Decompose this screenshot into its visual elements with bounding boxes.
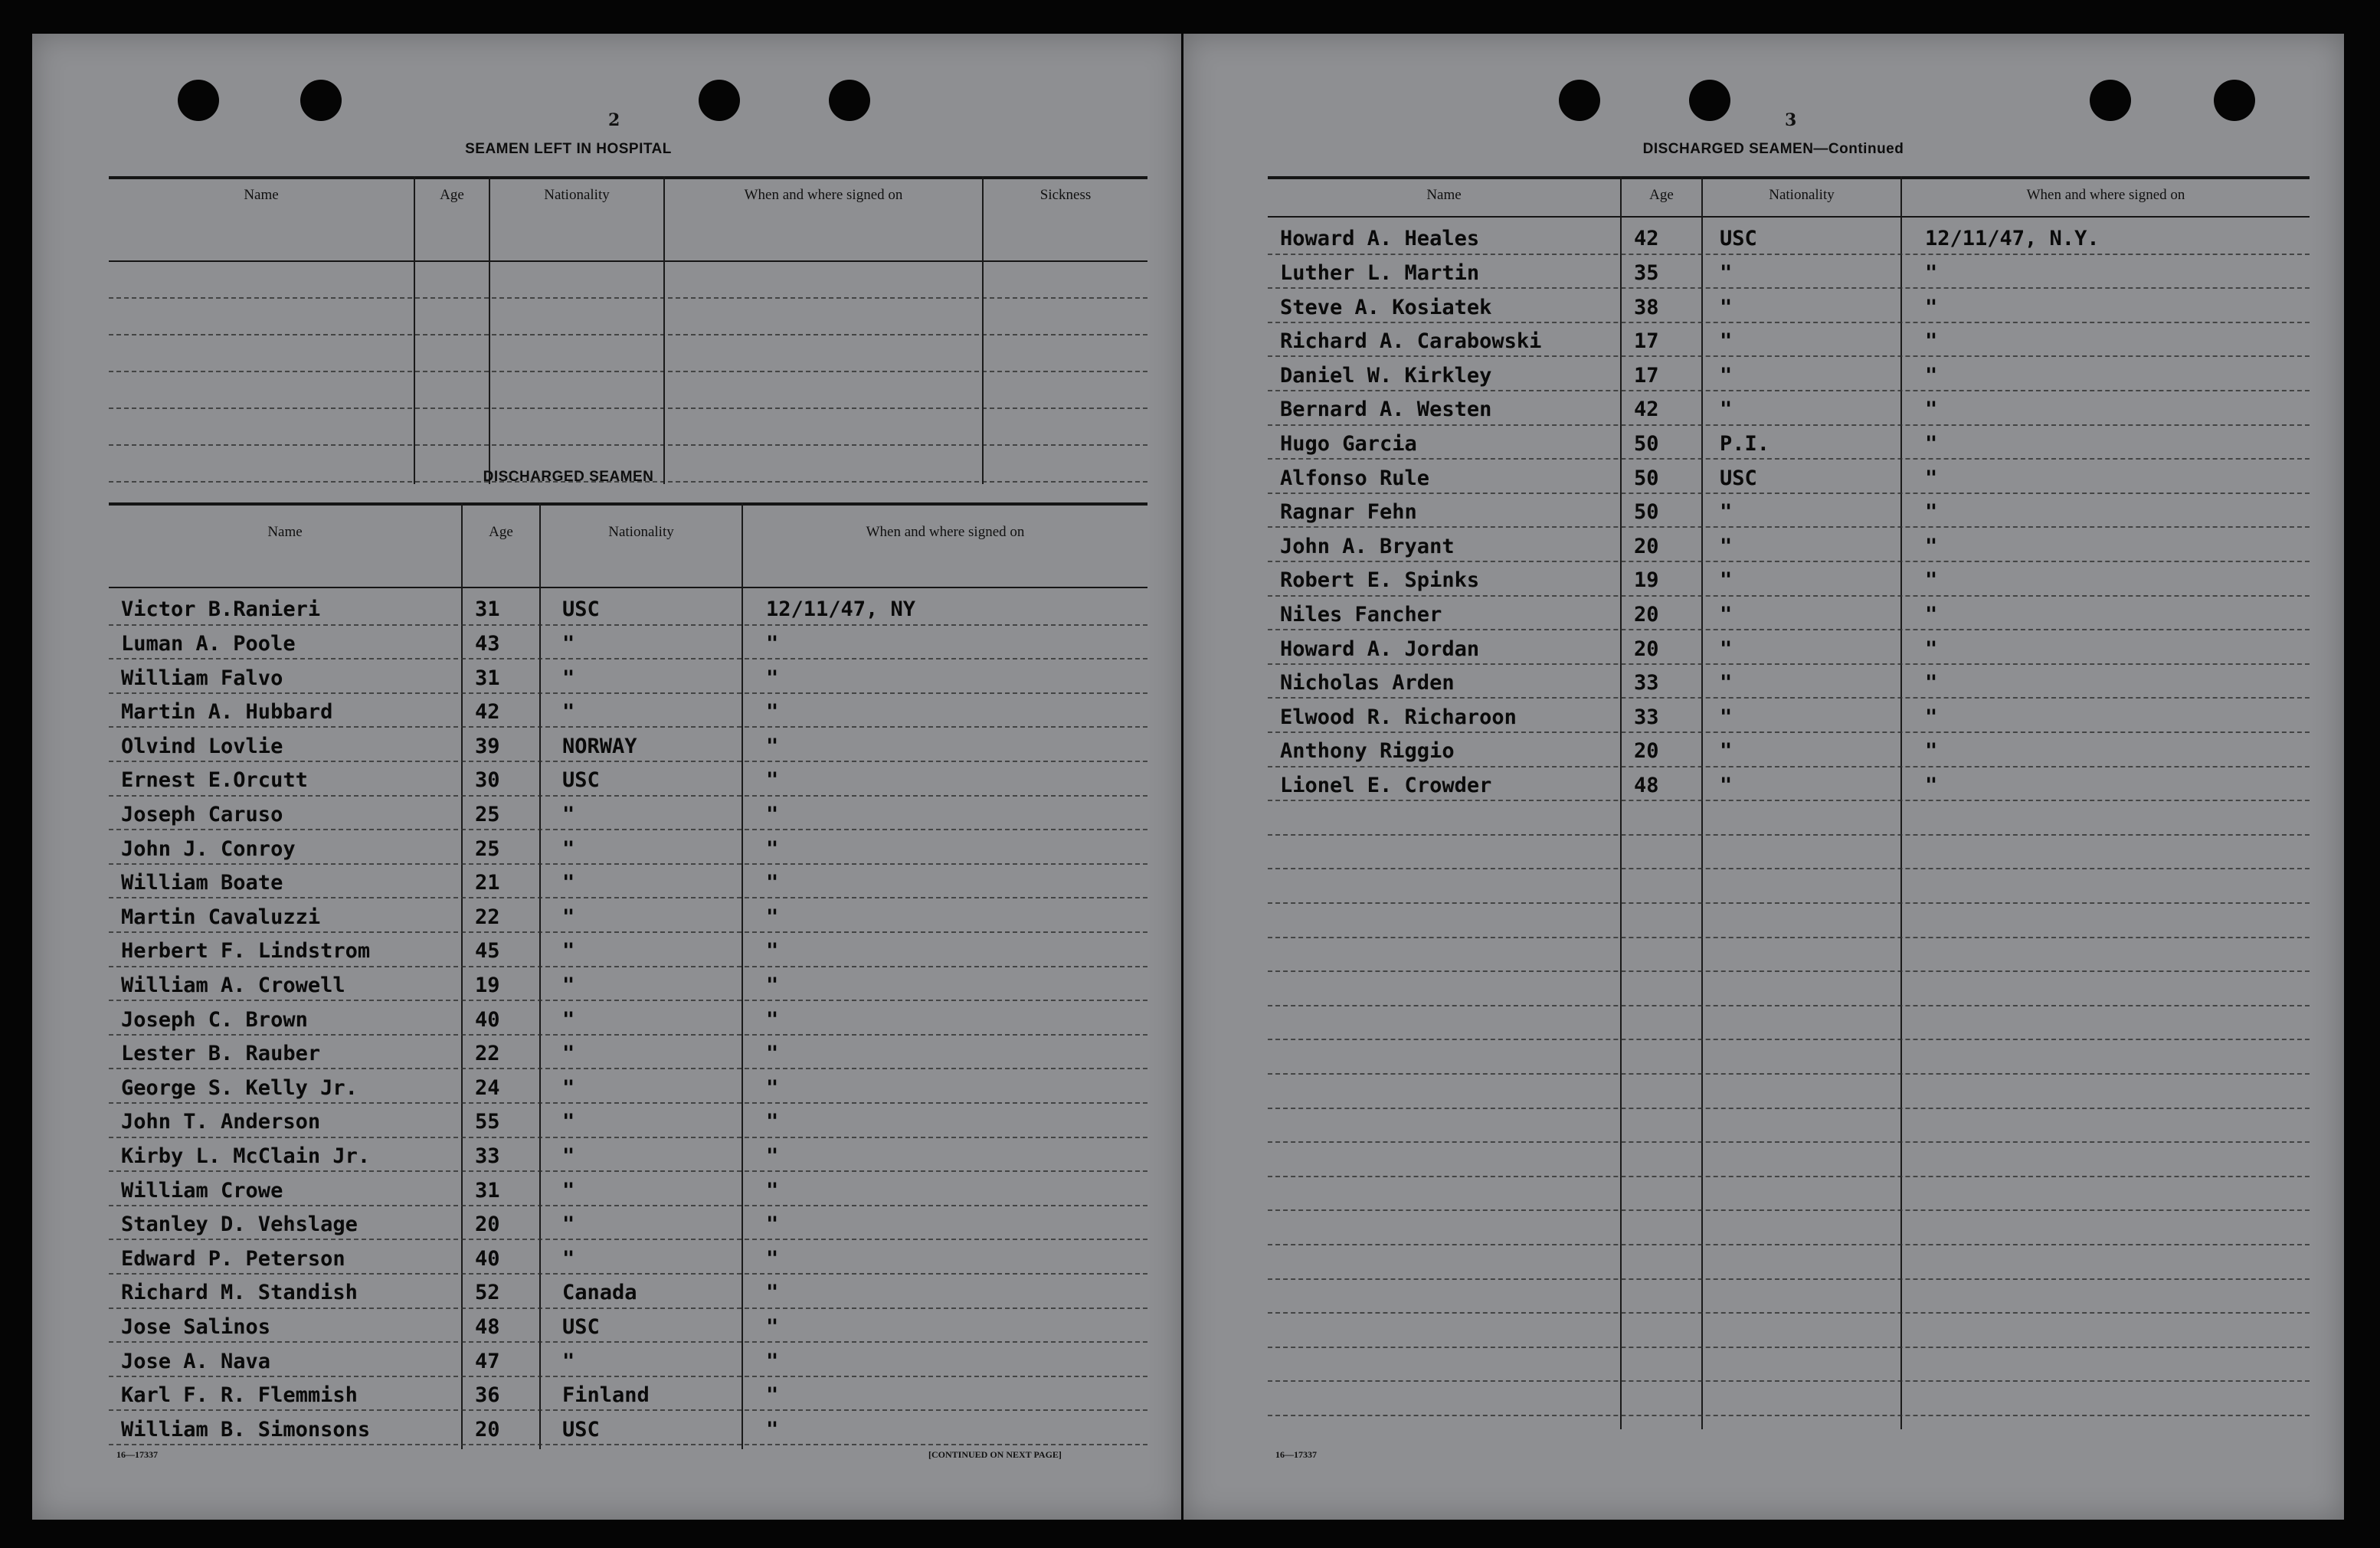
seaman-nationality: " bbox=[562, 1075, 575, 1100]
seaman-nationality: " bbox=[1720, 773, 1733, 797]
seaman-name: Hugo Garcia bbox=[1280, 431, 1417, 456]
page-number: 2 bbox=[608, 110, 620, 130]
seaman-nationality: " bbox=[562, 1349, 575, 1373]
seaman-nationality: " bbox=[1720, 637, 1733, 661]
seaman-signed-on: " bbox=[1925, 568, 1938, 593]
seaman-age: 50 bbox=[1634, 431, 1659, 456]
seaman-signed-on: " bbox=[766, 1383, 779, 1408]
row-rule bbox=[109, 1000, 1147, 1001]
seaman-name: Anthony Riggio bbox=[1280, 739, 1455, 764]
seaman-age: 24 bbox=[475, 1075, 500, 1100]
col-header-signed-on: When and where signed on bbox=[2026, 187, 2185, 203]
seaman-nationality: " bbox=[1720, 500, 1733, 525]
row-rule bbox=[109, 795, 1147, 797]
seaman-nationality: " bbox=[1720, 739, 1733, 764]
seaman-age: 20 bbox=[1634, 637, 1659, 661]
seaman-signed-on: 12/11/47, N.Y. bbox=[1925, 227, 2100, 251]
seaman-signed-on: " bbox=[1925, 398, 1938, 422]
row-rule bbox=[109, 1409, 1147, 1411]
seaman-signed-on: " bbox=[766, 1144, 779, 1168]
page-number: 3 bbox=[1785, 110, 1797, 130]
row-rule bbox=[1268, 355, 2310, 357]
seaman-age: 35 bbox=[1634, 260, 1659, 285]
seaman-age: 48 bbox=[475, 1314, 500, 1339]
seaman-signed-on: " bbox=[766, 1246, 779, 1271]
seaman-nationality: " bbox=[562, 700, 575, 725]
col-header-nationality: Nationality bbox=[608, 524, 674, 540]
seaman-age: 55 bbox=[475, 1110, 500, 1134]
seaman-signed-on: " bbox=[1925, 739, 1938, 764]
row-rule bbox=[109, 1239, 1147, 1240]
row-rule bbox=[1268, 697, 2310, 699]
seaman-name: Ernest E.Orcutt bbox=[121, 768, 308, 793]
seaman-age: 20 bbox=[475, 1213, 500, 1237]
seaman-nationality: " bbox=[1720, 602, 1733, 627]
seaman-signed-on: " bbox=[766, 768, 779, 793]
row-rule bbox=[1268, 322, 2310, 323]
punch-hole bbox=[829, 80, 870, 121]
seaman-name: Edward P. Peterson bbox=[121, 1246, 345, 1271]
row-rule bbox=[1268, 1312, 2310, 1314]
col-header-name: Name bbox=[1426, 187, 1462, 203]
seaman-nationality: " bbox=[1720, 705, 1733, 729]
row-rule bbox=[1268, 1209, 2310, 1211]
row-rule bbox=[109, 829, 1147, 830]
seaman-age: 31 bbox=[475, 1178, 500, 1203]
seaman-name: Joseph Caruso bbox=[121, 802, 283, 826]
seaman-name: Bernard A. Westen bbox=[1280, 398, 1492, 422]
seaman-nationality: " bbox=[562, 939, 575, 964]
seaman-signed-on: " bbox=[766, 1110, 779, 1134]
seaman-name: Lionel E. Crowder bbox=[1280, 773, 1492, 797]
seaman-age: 39 bbox=[475, 734, 500, 758]
row-rule bbox=[109, 1068, 1147, 1069]
seaman-signed-on: " bbox=[766, 1213, 779, 1237]
seaman-age: 33 bbox=[1634, 705, 1659, 729]
seaman-name: Martin Cavaluzzi bbox=[121, 905, 321, 929]
seaman-signed-on: " bbox=[766, 1007, 779, 1032]
seaman-nationality: " bbox=[562, 1213, 575, 1237]
seaman-age: 47 bbox=[475, 1349, 500, 1373]
seaman-name: Lester B. Rauber bbox=[121, 1042, 321, 1066]
seaman-nationality: " bbox=[562, 666, 575, 690]
seaman-age: 17 bbox=[1634, 363, 1659, 388]
seaman-nationality: " bbox=[562, 631, 575, 656]
row-rule bbox=[109, 1102, 1147, 1104]
seaman-name: Howard A. Heales bbox=[1280, 227, 1480, 251]
seaman-nationality: " bbox=[1720, 260, 1733, 285]
seaman-nationality: " bbox=[562, 836, 575, 861]
seaman-nationality: NORWAY bbox=[562, 734, 637, 758]
seaman-name: Luman A. Poole bbox=[121, 631, 296, 656]
seaman-name: Richard M. Standish bbox=[121, 1281, 358, 1305]
seaman-nationality: " bbox=[562, 1110, 575, 1134]
row-rule bbox=[1268, 800, 2310, 801]
row-rule bbox=[109, 1307, 1147, 1309]
seaman-signed-on: " bbox=[1925, 602, 1938, 627]
seaman-name: William Crowe bbox=[121, 1178, 283, 1203]
seaman-signed-on: " bbox=[1925, 260, 1938, 285]
seaman-nationality: " bbox=[1720, 329, 1733, 354]
seaman-nationality: " bbox=[1720, 363, 1733, 388]
seaman-name: Joseph C. Brown bbox=[121, 1007, 308, 1032]
row-rule bbox=[1268, 902, 2310, 904]
seaman-nationality: " bbox=[562, 1144, 575, 1168]
seaman-age: 21 bbox=[475, 871, 500, 895]
seaman-name: Victor B.Ranieri bbox=[121, 597, 321, 622]
row-rule bbox=[109, 1341, 1147, 1343]
row-rule bbox=[109, 761, 1147, 762]
row-rule bbox=[109, 897, 1147, 898]
seaman-name: Nicholas Arden bbox=[1280, 671, 1455, 695]
seaman-nationality: P.I. bbox=[1720, 431, 1770, 456]
row-rule bbox=[1268, 595, 2310, 597]
col-header-age: Age bbox=[489, 524, 513, 540]
row-rule bbox=[1268, 1380, 2310, 1382]
seaman-signed-on: " bbox=[1925, 500, 1938, 525]
seaman-age: 45 bbox=[475, 939, 500, 964]
discharged-continued-table bbox=[1268, 176, 2310, 1429]
seaman-signed-on: " bbox=[766, 973, 779, 997]
hospital-title: SEAMEN LEFT IN HOSPITAL bbox=[465, 141, 672, 157]
seaman-name: William A. Crowell bbox=[121, 973, 345, 997]
seaman-name: Robert E. Spinks bbox=[1280, 568, 1480, 593]
seaman-name: Daniel W. Kirkley bbox=[1280, 363, 1492, 388]
row-rule bbox=[109, 1376, 1147, 1377]
row-rule bbox=[1268, 1108, 2310, 1109]
seaman-signed-on: " bbox=[1925, 637, 1938, 661]
seaman-nationality: " bbox=[562, 1246, 575, 1271]
seaman-nationality: " bbox=[1720, 671, 1733, 695]
seaman-name: Martin A. Hubbard bbox=[121, 700, 333, 725]
discharged-title: DISCHARGED SEAMEN bbox=[483, 469, 654, 485]
seaman-nationality: USC bbox=[562, 597, 600, 622]
seaman-name: Steve A. Kosiatek bbox=[1280, 295, 1492, 319]
seaman-signed-on: " bbox=[766, 1281, 779, 1305]
seaman-name: John J. Conroy bbox=[121, 836, 296, 861]
seaman-nationality: USC bbox=[1720, 227, 1757, 251]
seaman-age: 36 bbox=[475, 1383, 500, 1408]
row-rule bbox=[1268, 1176, 2310, 1177]
col-header-sickness: Sickness bbox=[1039, 187, 1092, 203]
seaman-age: 42 bbox=[1634, 227, 1659, 251]
seaman-nationality: " bbox=[562, 1042, 575, 1066]
seaman-nationality: " bbox=[562, 1178, 575, 1203]
seaman-name: Olvind Lovlie bbox=[121, 734, 283, 758]
seaman-signed-on: " bbox=[766, 1314, 779, 1339]
seaman-age: 25 bbox=[475, 836, 500, 861]
seaman-signed-on: " bbox=[1925, 329, 1938, 354]
seaman-age: 31 bbox=[475, 666, 500, 690]
row-rule bbox=[1268, 834, 2310, 836]
row-rule bbox=[1268, 629, 2310, 630]
seaman-name: Howard A. Jordan bbox=[1280, 637, 1480, 661]
discharged-table bbox=[109, 502, 1147, 1449]
seaman-name: Ragnar Fehn bbox=[1280, 500, 1417, 525]
seaman-signed-on: " bbox=[1925, 671, 1938, 695]
seaman-name: George S. Kelly Jr. bbox=[121, 1075, 358, 1100]
row-rule bbox=[109, 692, 1147, 694]
col-header-name: Name bbox=[244, 187, 279, 203]
seaman-age: 38 bbox=[1634, 295, 1659, 319]
seaman-nationality: Canada bbox=[562, 1281, 637, 1305]
seaman-name: Herbert F. Lindstrom bbox=[121, 939, 371, 964]
hospital-table bbox=[109, 176, 1147, 484]
seaman-nationality: USC bbox=[562, 768, 600, 793]
seaman-signed-on: " bbox=[766, 1178, 779, 1203]
seaman-nationality: USC bbox=[562, 1417, 600, 1442]
seaman-age: 33 bbox=[1634, 671, 1659, 695]
row-rule bbox=[109, 1137, 1147, 1138]
seaman-age: 20 bbox=[475, 1417, 500, 1442]
seaman-nationality: " bbox=[1720, 398, 1733, 422]
row-rule bbox=[1268, 868, 2310, 869]
row-rule bbox=[1268, 493, 2310, 494]
seaman-signed-on: " bbox=[766, 734, 779, 758]
row-rule bbox=[109, 624, 1147, 626]
row-rule bbox=[1268, 1278, 2310, 1280]
seaman-name: Jose Salinos bbox=[121, 1314, 271, 1339]
punch-hole bbox=[2090, 80, 2131, 121]
row-rule bbox=[1268, 390, 2310, 391]
seaman-name: William B. Simonsons bbox=[121, 1417, 371, 1442]
seaman-signed-on: " bbox=[1925, 534, 1938, 558]
seaman-age: 20 bbox=[1634, 534, 1659, 558]
row-rule bbox=[1268, 526, 2310, 528]
seaman-signed-on: " bbox=[766, 1042, 779, 1066]
row-rule bbox=[1268, 970, 2310, 972]
seaman-signed-on: " bbox=[766, 939, 779, 964]
row-rule bbox=[109, 658, 1147, 659]
row-rule bbox=[109, 1273, 1147, 1275]
seaman-age: 42 bbox=[1634, 398, 1659, 422]
punch-hole bbox=[2214, 80, 2255, 121]
row-rule bbox=[1268, 1141, 2310, 1143]
row-rule bbox=[1268, 766, 2310, 767]
seaman-name: Luther L. Martin bbox=[1280, 260, 1480, 285]
row-rule bbox=[109, 1170, 1147, 1172]
seaman-name: Alfonso Rule bbox=[1280, 466, 1430, 490]
row-rule bbox=[1268, 287, 2310, 289]
seaman-name: Jose A. Nava bbox=[121, 1349, 271, 1373]
seaman-nationality: " bbox=[1720, 568, 1733, 593]
col-header-age: Age bbox=[1649, 187, 1674, 203]
row-rule bbox=[1268, 424, 2310, 426]
seaman-signed-on: " bbox=[1925, 773, 1938, 797]
seaman-age: 40 bbox=[475, 1246, 500, 1271]
continued-note: [CONTINUED ON NEXT PAGE] bbox=[928, 1449, 1062, 1460]
col-header-age: Age bbox=[440, 187, 464, 203]
row-rule bbox=[1268, 663, 2310, 665]
seaman-name: William Falvo bbox=[121, 666, 283, 690]
seaman-signed-on: " bbox=[766, 871, 779, 895]
row-rule bbox=[1268, 1244, 2310, 1245]
seaman-signed-on: " bbox=[766, 905, 779, 929]
form-number: 16—17337 bbox=[1275, 1449, 1317, 1460]
row-rule bbox=[1268, 1005, 2310, 1006]
row-rule bbox=[109, 966, 1147, 967]
seaman-signed-on: " bbox=[1925, 295, 1938, 319]
seaman-signed-on: " bbox=[1925, 431, 1938, 456]
row-rule bbox=[109, 1034, 1147, 1036]
col-header-signed-on: When and where signed on bbox=[866, 524, 1025, 540]
seaman-age: 50 bbox=[1634, 500, 1659, 525]
seaman-age: 17 bbox=[1634, 329, 1659, 354]
seaman-signed-on: " bbox=[766, 666, 779, 690]
seaman-signed-on: " bbox=[766, 631, 779, 656]
seaman-age: 19 bbox=[1634, 568, 1659, 593]
form-number: 16—17337 bbox=[116, 1449, 158, 1460]
punch-hole bbox=[1689, 80, 1730, 121]
seaman-name: Niles Fancher bbox=[1280, 602, 1442, 627]
seaman-age: 33 bbox=[475, 1144, 500, 1168]
seaman-name: John A. Bryant bbox=[1280, 534, 1455, 558]
seaman-age: 25 bbox=[475, 802, 500, 826]
row-rule bbox=[1268, 1415, 2310, 1416]
seaman-age: 43 bbox=[475, 631, 500, 656]
seaman-signed-on: " bbox=[766, 802, 779, 826]
punch-hole bbox=[178, 80, 219, 121]
col-header-signed-on: When and where signed on bbox=[744, 187, 903, 203]
seaman-age: 20 bbox=[1634, 602, 1659, 627]
seaman-signed-on: " bbox=[766, 700, 779, 725]
seaman-nationality: " bbox=[562, 1007, 575, 1032]
seaman-name: Karl F. R. Flemmish bbox=[121, 1383, 358, 1408]
seaman-name: William Boate bbox=[121, 871, 283, 895]
row-rule bbox=[1268, 1039, 2310, 1040]
seaman-age: 48 bbox=[1634, 773, 1659, 797]
row-rule bbox=[1268, 1347, 2310, 1348]
seaman-signed-on: " bbox=[766, 1417, 779, 1442]
row-rule bbox=[109, 931, 1147, 933]
seaman-signed-on: " bbox=[766, 836, 779, 861]
seaman-nationality: " bbox=[562, 802, 575, 826]
seaman-name: John T. Anderson bbox=[121, 1110, 321, 1134]
row-rule bbox=[1268, 937, 2310, 938]
row-rule bbox=[1268, 731, 2310, 733]
seaman-nationality: USC bbox=[562, 1314, 600, 1339]
row-rule bbox=[1268, 561, 2310, 562]
seaman-age: 19 bbox=[475, 973, 500, 997]
seaman-age: 42 bbox=[475, 700, 500, 725]
seaman-name: Elwood R. Richaroon bbox=[1280, 705, 1517, 729]
seaman-signed-on: " bbox=[1925, 705, 1938, 729]
seaman-nationality: " bbox=[562, 973, 575, 997]
seaman-nationality: " bbox=[562, 905, 575, 929]
right-page bbox=[1183, 34, 2344, 1520]
seaman-age: 40 bbox=[475, 1007, 500, 1032]
left-page bbox=[32, 34, 1181, 1520]
seaman-nationality: Finland bbox=[562, 1383, 650, 1408]
row-rule bbox=[1268, 1073, 2310, 1075]
seaman-age: 22 bbox=[475, 905, 500, 929]
seaman-name: Stanley D. Vehslage bbox=[121, 1213, 358, 1237]
col-header-nationality: Nationality bbox=[1769, 187, 1835, 203]
seaman-signed-on: " bbox=[766, 1349, 779, 1373]
seaman-nationality: USC bbox=[1720, 466, 1757, 490]
row-rule bbox=[1268, 254, 2310, 255]
seaman-signed-on: " bbox=[766, 1075, 779, 1100]
right-title: DISCHARGED SEAMEN—Continued bbox=[1642, 141, 1904, 157]
seaman-nationality: " bbox=[562, 871, 575, 895]
row-rule bbox=[109, 1444, 1147, 1445]
seaman-age: 50 bbox=[1634, 466, 1659, 490]
punch-hole bbox=[1559, 80, 1600, 121]
seaman-age: 22 bbox=[475, 1042, 500, 1066]
seaman-signed-on: " bbox=[1925, 363, 1938, 388]
seaman-age: 30 bbox=[475, 768, 500, 793]
row-rule bbox=[1268, 458, 2310, 460]
row-rule bbox=[109, 863, 1147, 865]
seaman-signed-on: " bbox=[1925, 466, 1938, 490]
seaman-signed-on: 12/11/47, NY bbox=[766, 597, 916, 622]
punch-hole bbox=[300, 80, 342, 121]
seaman-age: 52 bbox=[475, 1281, 500, 1305]
row-rule bbox=[109, 1205, 1147, 1206]
seaman-age: 31 bbox=[475, 597, 500, 622]
seaman-nationality: " bbox=[1720, 534, 1733, 558]
seaman-nationality: " bbox=[1720, 295, 1733, 319]
seaman-name: Kirby L. McClain Jr. bbox=[121, 1144, 371, 1168]
punch-hole bbox=[699, 80, 740, 121]
seaman-name: Richard A. Carabowski bbox=[1280, 329, 1542, 354]
col-header-name: Name bbox=[267, 524, 303, 540]
row-rule bbox=[109, 726, 1147, 728]
col-header-nationality: Nationality bbox=[544, 187, 610, 203]
seaman-age: 20 bbox=[1634, 739, 1659, 764]
